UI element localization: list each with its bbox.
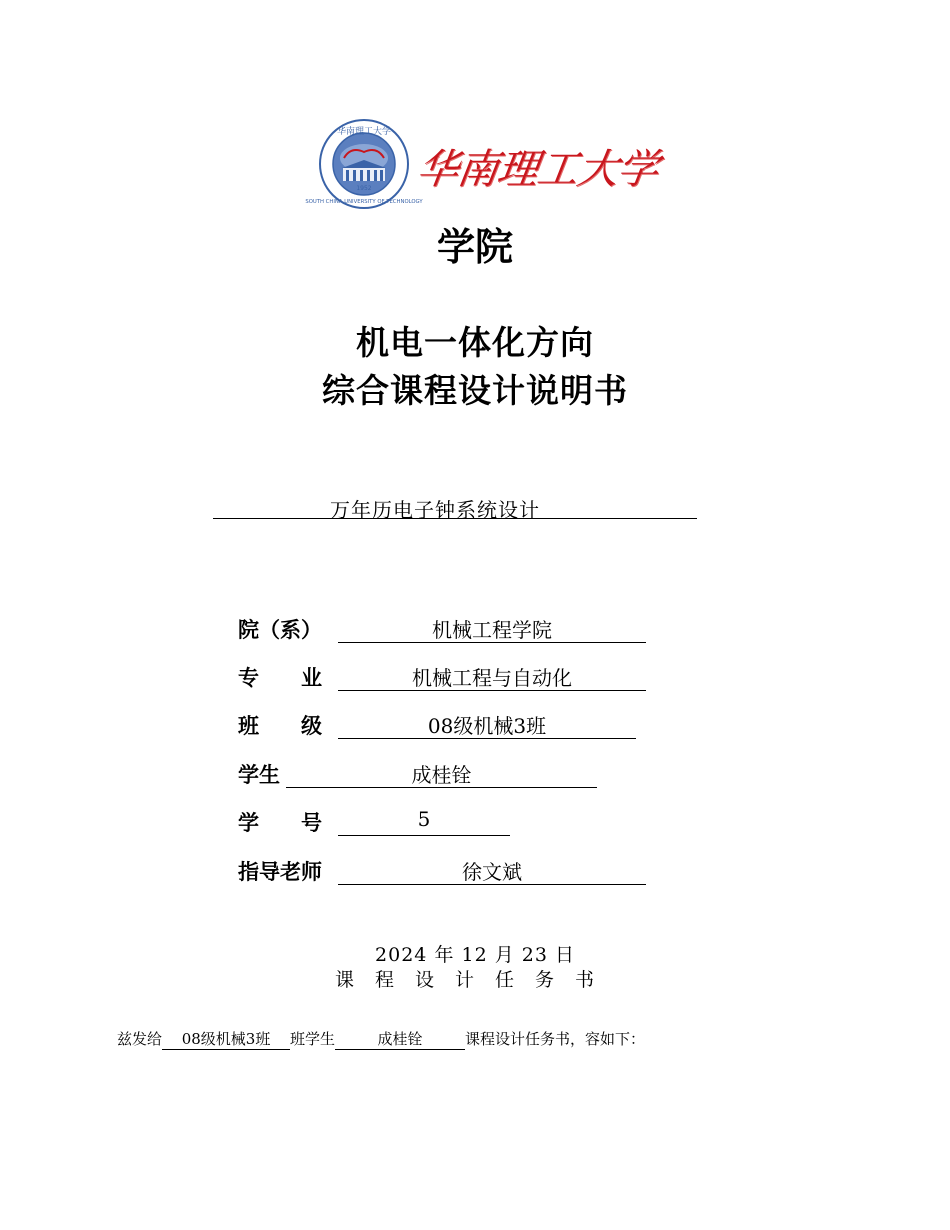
assignment-middle: 班学生 <box>290 1030 336 1048</box>
field-department-label: 院（系） <box>238 618 322 642</box>
seal-ring-text: SOUTH CHINA UNIVERSITY OF TECHNOLOGY <box>305 199 423 205</box>
university-name-calligraphy: 华南理工大学 <box>413 145 661 193</box>
assignment-suffix: 课程设计任务书，容如下： <box>465 1030 646 1048</box>
assignment-prefix: 兹发给 <box>117 1030 163 1048</box>
field-class-label: 班 级 <box>238 714 322 738</box>
university-seal-icon <box>305 118 423 210</box>
field-student-label: 学生 <box>238 763 280 787</box>
task-book-title: 课程设计任务书 <box>334 969 615 991</box>
seal-text: 华南理工大学 <box>336 127 392 137</box>
field-student-no-label: 学 号 <box>238 811 322 835</box>
design-topic <box>213 494 697 522</box>
design-topic-text: 万年历电子钟系统设计 <box>330 498 540 522</box>
field-major-value: 机械工程与自动化 <box>338 662 646 691</box>
assignment-class: 08级机械3班 <box>162 1028 290 1050</box>
college-heading: 学院 <box>436 225 513 269</box>
document-title-line1: 机电一体化方向 <box>356 323 594 362</box>
field-major-label: 专 业 <box>238 666 322 690</box>
document-date: 2024 年 12 月 23 日 <box>375 944 575 966</box>
document-title-line2: 综合课程设计说明书 <box>322 371 628 410</box>
field-student-value: 成桂铨 <box>286 759 597 788</box>
field-student-no-value: 5 <box>338 807 510 836</box>
seal-year: 1952 <box>356 185 372 192</box>
field-department-value: 机械工程学院 <box>338 614 646 643</box>
assignment-sentence <box>117 1028 645 1050</box>
assignment-student: 成桂铨 <box>335 1028 465 1050</box>
field-class-value: 08级机械3班 <box>338 710 636 739</box>
field-advisor-label: 指导老师 <box>238 860 322 884</box>
field-advisor-value: 徐文斌 <box>338 856 646 885</box>
